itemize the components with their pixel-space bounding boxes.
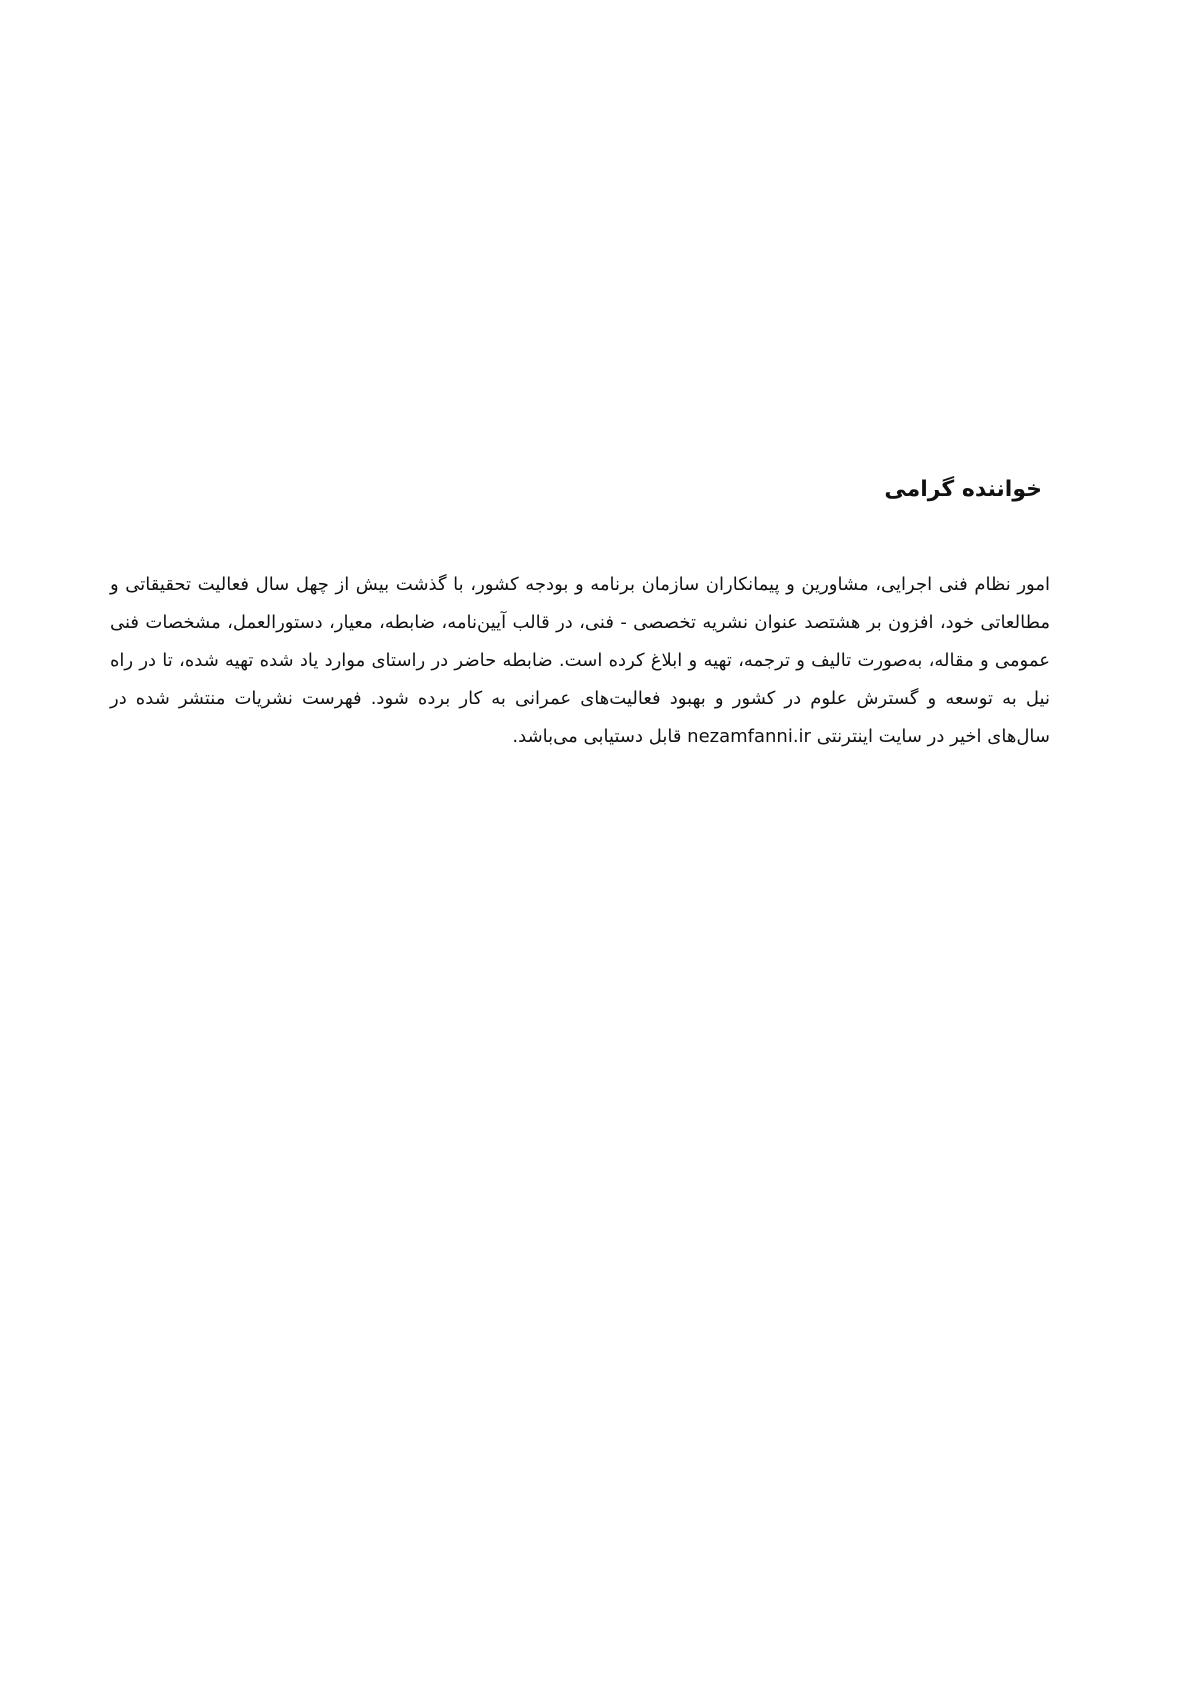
body-paragraph: امور نظام فنی اجرایی، مشاورین و پیمانکاران سازمان برنامه و بودجه کشور، با گذشت بیش از چهل سال فعالیت تحقیقاتی و مطالعاتی خود، افزون بر هشتصد عنوان نشریه تخصصی - فنی، در قالب آیین‌نامه، ضابطه، معیار، دستورالعمل، مشخصات فنی عمومی و مقاله، به‌صورت تالیف و ترجمه، تهیه و ابلاغ کرده است. ضابطه حاضر در راستای موارد یاد شده تهیه شده، تا در راه نیل به توسعه و گسترش علوم در کشور و بهبود فعالیت‌های عمرانی به کار برده شود. فهرست نشریات منتشر شده در سال‌های اخیر در سایت اینترنتی nezamfanni.ir قابل دستیابی می‌باشد. [110,574,1050,747]
page-title: خواننده گرامی [884,477,1042,502]
document-content [110,470,1050,756]
